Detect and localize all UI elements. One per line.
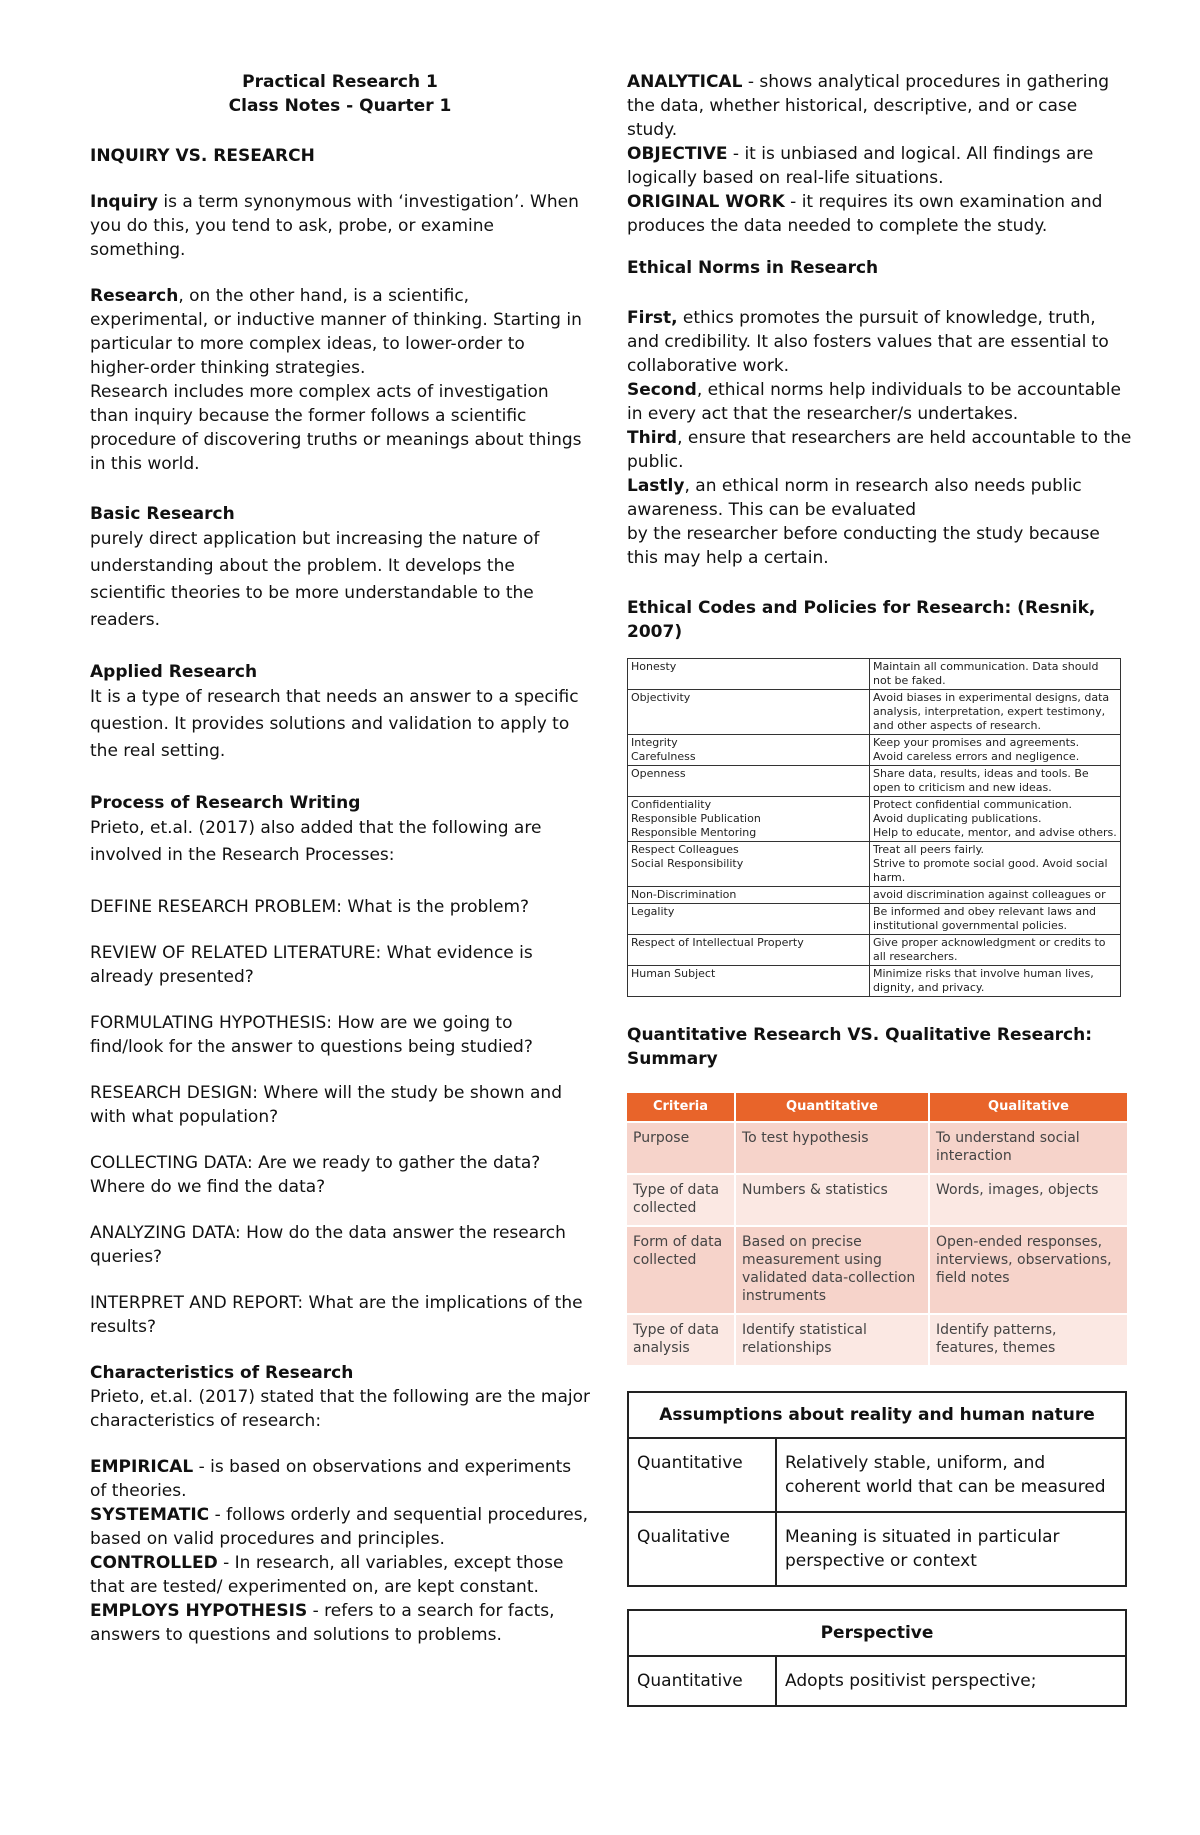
term-second: Second — [627, 380, 697, 400]
paragraph-characteristics: Prieto, et.al. (2017) stated that the following are the major characteristics of research: — [90, 1387, 591, 1431]
table-row — [628, 1656, 1126, 1706]
table-cell: Openness — [628, 766, 870, 797]
table-row — [628, 935, 1121, 966]
table-cell: To test hypothesis — [735, 1122, 929, 1174]
step-analyzing-data: ANALYZING DATA: How do the data answer the research queries? — [90, 1223, 566, 1267]
table-cell: Share data, results, ideas and tools. Be open to criticism and new ideas. — [870, 766, 1121, 797]
term-employs-hypothesis: EMPLOYS HYPOTHESIS — [90, 1601, 308, 1621]
text-original-work: - it requires its own examination and produces the data needed to complete the study. — [627, 192, 1103, 236]
table-cell: Quantitative — [628, 1656, 776, 1706]
table-cell: Adopts positivist perspective; — [776, 1656, 1126, 1706]
document-title: Practical Research 1 — [242, 72, 438, 92]
table-cell: Non-Discrimination — [628, 887, 870, 904]
table-cell: Words, images, objects — [929, 1174, 1128, 1226]
characteristic-controlled — [90, 1551, 590, 1599]
table-row — [627, 1226, 1128, 1314]
table-cell: Meaning is situated in particular perspective or context — [776, 1512, 1126, 1586]
step-formulating-hypothesis: FORMULATING HYPOTHESIS: How are we going to find/look for the answer to questions being studied? — [90, 1013, 533, 1057]
table-row — [627, 1314, 1128, 1365]
table-cell: Type of data analysis — [627, 1314, 735, 1365]
term-analytical: ANALYTICAL — [627, 72, 743, 92]
term-controlled: CONTROLLED — [90, 1553, 218, 1573]
paragraph-research-2: Research includes more complex acts of investigation than inquiry because the former follows a scientific procedure of discovering truths or meanings about things in this world. — [90, 382, 582, 474]
table-cell: Objectivity — [628, 690, 870, 735]
text-second: , ethical norms help individuals to be accountable in every act that the researcher/s undertakes. — [627, 380, 1121, 424]
table-cell: Form of data collected — [627, 1226, 735, 1314]
characteristic-systematic — [90, 1503, 590, 1551]
norm-third — [627, 426, 1132, 474]
heading-ethical-codes: Ethical Codes and Policies for Research: (Resnik, 2007) — [627, 598, 1096, 642]
table-row — [628, 966, 1121, 997]
table-row — [628, 735, 1121, 766]
perspective-table — [627, 1609, 1127, 1707]
term-third: Third — [627, 428, 678, 448]
ethical-codes-table — [627, 658, 1121, 997]
table-cell: Keep your promises and agreements. Avoid careless errors and negligence. — [870, 735, 1121, 766]
table-cell: Relatively stable, uniform, and coherent world that can be measured — [776, 1438, 1126, 1512]
text-employs-hypothesis: - refers to a search for facts, answers to questions and solutions to problems. — [90, 1601, 555, 1645]
summary-header-row — [627, 1093, 1128, 1122]
document-subtitle: Class Notes - Quarter 1 — [228, 96, 452, 116]
term-empirical: EMPIRICAL — [90, 1457, 194, 1477]
table-cell: Respect Colleagues Social Responsibility — [628, 842, 870, 887]
paragraph-basic-research: purely direct application but increasing the nature of understanding about the problem. It develops the scientific theories to be more understandable to the readers. — [90, 529, 540, 630]
table-cell: Qualitative — [628, 1512, 776, 1586]
characteristic-analytical — [627, 70, 1132, 142]
heading-summary: Quantitative Research VS. Qualitative Research: Summary — [627, 1025, 1093, 1069]
table-cell: Type of data collected — [627, 1174, 735, 1226]
table-row — [628, 766, 1121, 797]
heading-process: Process of Research Writing — [90, 793, 361, 813]
characteristic-empirical — [90, 1455, 590, 1503]
table-cell: Give proper acknowledgment or credits to all researchers. — [870, 935, 1121, 966]
table-cell: Be informed and obey relevant laws and institutional governmental policies. — [870, 904, 1121, 935]
table-cell: Based on precise measurement using validated data-collection instruments — [735, 1226, 929, 1314]
term-original-work: ORIGINAL WORK — [627, 192, 785, 212]
assumptions-header: Assumptions about reality and human nature — [628, 1392, 1126, 1438]
text-objective: - it is unbiased and logical. All findings are logically based on real-life situations. — [627, 144, 1094, 188]
table-cell: Legality — [628, 904, 870, 935]
term-research: Research — [90, 286, 179, 306]
table-cell: Respect of Intellectual Property — [628, 935, 870, 966]
term-systematic: SYSTEMATIC — [90, 1505, 210, 1525]
table-row — [628, 1512, 1126, 1586]
table-row — [627, 1122, 1128, 1174]
norm-first — [627, 306, 1132, 378]
table-row — [628, 690, 1121, 735]
paragraph-process: Prieto, et.al. (2017) also added that the following are involved in the Research Processes: — [90, 818, 542, 865]
table-row — [628, 1438, 1126, 1512]
table-cell: Quantitative — [628, 1438, 776, 1512]
term-inquiry: Inquiry — [90, 192, 158, 212]
heading-characteristics: Characteristics of Research — [90, 1363, 354, 1383]
step-research-design: RESEARCH DESIGN: Where will the study be shown and with what population? — [90, 1083, 562, 1127]
assumptions-header-row — [628, 1392, 1126, 1438]
norm-lastly — [627, 474, 1132, 522]
table-cell: Identify patterns, features, themes — [929, 1314, 1128, 1365]
table-cell: Confidentiality Responsible Publication Responsible Mentoring — [628, 797, 870, 842]
heading-inquiry-vs-research: INQUIRY VS. RESEARCH — [90, 146, 315, 166]
characteristic-original-work — [627, 190, 1132, 238]
table-cell: Minimize risks that involve human lives, dignity, and privacy. — [870, 966, 1121, 997]
table-row — [628, 659, 1121, 690]
table-cell: Identify statistical relationships — [735, 1314, 929, 1365]
table-cell: Numbers & statistics — [735, 1174, 929, 1226]
perspective-header: Perspective — [628, 1610, 1126, 1656]
step-collecting-data: COLLECTING DATA: Are we ready to gather the data? Where do we find the data? — [90, 1153, 541, 1197]
text-third: , ensure that researchers are held accountable to the public. — [627, 428, 1132, 472]
table-cell: Honesty — [628, 659, 870, 690]
perspective-header-row — [628, 1610, 1126, 1656]
norm-tail: by the researcher before conducting the study because this may help a certain. — [627, 524, 1100, 568]
assumptions-table — [627, 1391, 1127, 1587]
table-cell: Human Subject — [628, 966, 870, 997]
table-row — [628, 887, 1121, 904]
table-cell: Treat all peers fairly. Strive to promote social good. Avoid social harm. — [870, 842, 1121, 887]
table-cell: avoid discrimination against colleagues or — [870, 887, 1121, 904]
table-cell: Integrity Carefulness — [628, 735, 870, 766]
term-first: First, — [627, 308, 678, 328]
characteristic-objective — [627, 142, 1132, 190]
paragraph-research — [90, 284, 590, 380]
table-cell: Avoid biases in experimental designs, data analysis, interpretation, expert testimony, and other aspects of research. — [870, 690, 1121, 735]
norm-second — [627, 378, 1132, 426]
text-empirical: - is based on observations and experiments of theories. — [90, 1457, 572, 1501]
quant-qual-summary-table — [627, 1093, 1129, 1365]
characteristic-employs-hypothesis — [90, 1599, 590, 1647]
left-column — [90, 70, 590, 1647]
text-systematic: - follows orderly and sequential procedures, based on valid procedures and principles. — [90, 1505, 588, 1549]
text-lastly: , an ethical norm in research also needs public awareness. This can be evaluated — [627, 476, 1082, 520]
step-interpret-report: INTERPRET AND REPORT: What are the implications of the results? — [90, 1293, 583, 1337]
table-cell: To understand social interaction — [929, 1122, 1128, 1174]
table-row — [627, 1174, 1128, 1226]
summary-header-qualitative: Qualitative — [929, 1093, 1128, 1122]
research-text: , on the other hand, is a scientific, experimental, or inductive manner of thinking. Starting in particular to more complex ideas, to lower-order to higher-order thinking strategies. — [90, 286, 582, 378]
table-row — [628, 797, 1121, 842]
table-cell: Maintain all communication. Data should not be faked. — [870, 659, 1121, 690]
text-analytical: - shows analytical procedures in gathering the data, whether historical, descriptive, and or case study. — [627, 72, 1110, 140]
paragraph-inquiry — [90, 190, 590, 262]
text-controlled: - In research, all variables, except those that are tested/ experimented on, are kept constant. — [90, 1553, 564, 1597]
term-lastly: Lastly — [627, 476, 685, 496]
heading-applied-research: Applied Research — [90, 662, 258, 682]
heading-basic-research: Basic Research — [90, 504, 235, 524]
summary-header-criteria: Criteria — [627, 1093, 735, 1122]
summary-header-quantitative: Quantitative — [735, 1093, 929, 1122]
inquiry-text: is a term synonymous with ‘investigation’. When you do this, you tend to ask, probe, or examine something. — [90, 192, 579, 260]
term-objective: OBJECTIVE — [627, 144, 728, 164]
step-review-literature: REVIEW OF RELATED LITERATURE: What evidence is already presented? — [90, 943, 533, 987]
heading-ethical-norms: Ethical Norms in Research — [627, 258, 879, 278]
text-first: ethics promotes the pursuit of knowledge, truth, and credibility. It also fosters values that are essential to collaborative work. — [627, 308, 1109, 376]
table-row — [628, 904, 1121, 935]
step-define-problem: DEFINE RESEARCH PROBLEM: What is the problem? — [90, 897, 530, 917]
table-row — [628, 842, 1121, 887]
table-cell: Open-ended responses, interviews, observations, field notes — [929, 1226, 1128, 1314]
paragraph-applied-research: It is a type of research that needs an answer to a specific question. It provides solutions and validation to apply to the real setting. — [90, 687, 579, 761]
table-cell: Purpose — [627, 1122, 735, 1174]
table-cell: Protect confidential communication. Avoid duplicating publications. Help to educate, mentor, and advise others. — [870, 797, 1121, 842]
right-column — [627, 70, 1132, 1707]
